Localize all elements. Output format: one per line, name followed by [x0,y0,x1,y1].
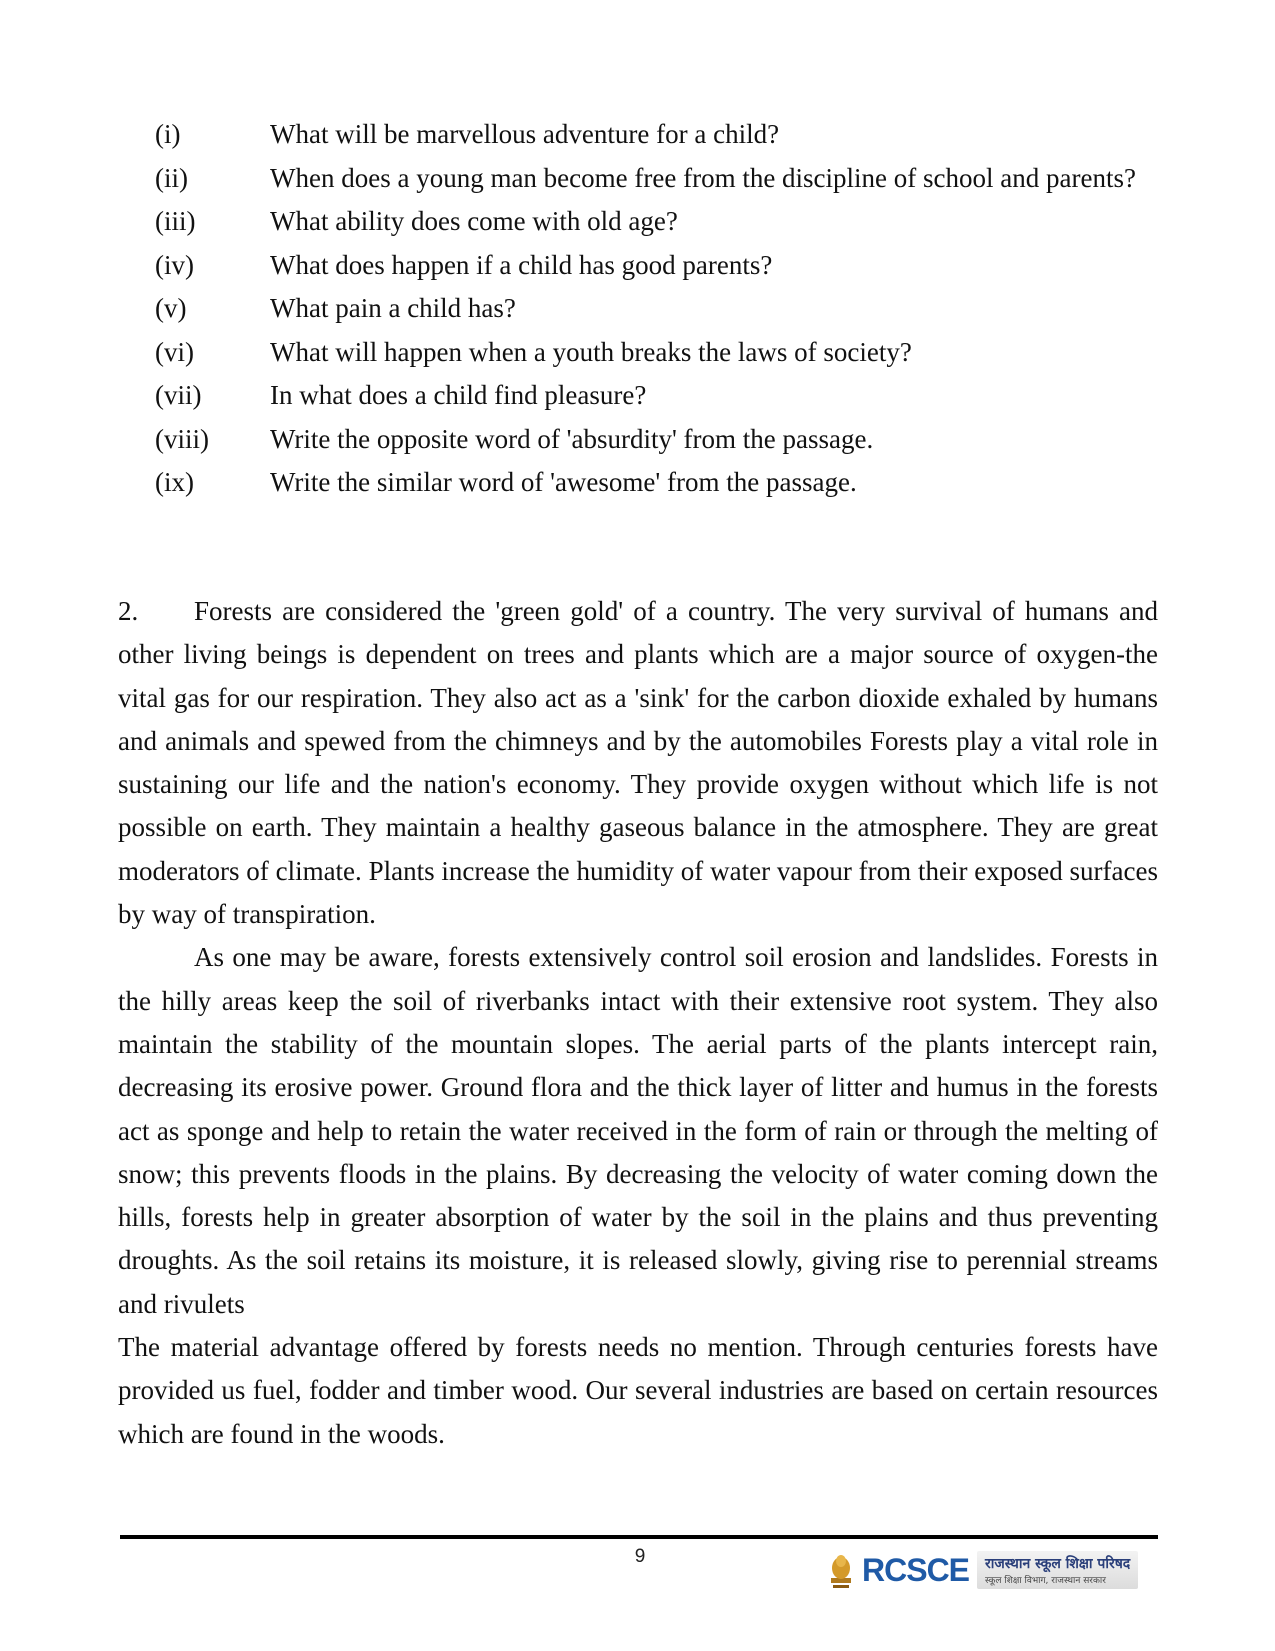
question-item [155,374,1155,418]
question-item [155,331,1155,375]
question-number: (iv) [155,249,194,280]
passage-paragraph-2: As one may be aware, forests extensively control soil erosion and landslides. Forests in the hilly areas keep the soil of riverbanks intact with their extensive root system. They also maintain the stability of the mountain slopes. The aerial parts of the plants intercept rain, decreasing its erosive power. Ground flora and the thick layer of litter and humus in the forests act as sponge and help to retain the water received in the form of rain or through the melting of snow; this prevents floods in the plains. By decreasing the velocity of water coming down the hills, forests help in greater absorption of water by the soil in the plains and thus preventing droughts. As the soil retains its moisture, it is released slowly, giving rise to perennial streams and rivulets [118,942,1158,1319]
passage-paragraph-3: The material advantage offered by forests needs no mention. Through centuries forests have provided us fuel, fodder and timber wood. Our several industries are based on certain resources which are found in the woods. [118,1332,1158,1449]
logo-wordmark: RCSCE [862,1551,970,1588]
logo-hindi-line1: राजस्थान स्कूल शिक्षा परिषद [985,1556,1131,1572]
logo-hindi-text [977,1551,1138,1589]
question-number: (ii) [155,162,188,193]
question-item [155,461,1155,505]
passage-text: Forests are considered the 'green gold' of a country. The very survival of humans and other living beings is dependent on trees and plants which are a major source of oxygen-the vital gas for our respiration. They also act as a 'sink' for the carbon dioxide exhaled by humans and animals and spewed from the chimneys and by the automobiles Forests play a vital role in sustaining our life and the nation's economy. They provide oxygen without which life is not possible on earth. They maintain a healthy gaseous balance in the atmosphere. They are great moderators of climate. Plants increase the humidity of water vapour from their exposed surfaces by way of transpiration. [118,596,1158,930]
question-item [155,113,1155,157]
question-text: When does a young man become free from the discipline of school and parents? [270,162,1136,193]
question-number: (viii) [155,423,209,454]
comprehension-passage [118,590,1158,1456]
footer-divider [120,1535,1158,1539]
question-item [155,244,1155,288]
question-item [155,200,1155,244]
question-text: What does happen if a child has good parents? [270,249,773,280]
question-number: (iii) [155,206,196,236]
question-item [155,287,1155,331]
question-text: Write the similar word of 'awesome' from the passage. [270,467,857,497]
emblem-icon [828,1548,854,1592]
passage-paragraph-1 [118,590,1158,936]
question-text: What ability does come with old age? [270,206,678,236]
question-text: What pain a child has? [270,293,516,323]
question-list [155,113,1155,505]
question-number: (i) [155,119,181,149]
passage-number: 2. [118,596,139,626]
question-number: (vi) [155,336,194,367]
question-text: Write the opposite word of 'absurdity' from the passage. [270,423,874,454]
question-number: (ix) [155,467,194,497]
logo-hindi-line2: स्कूल शिक्षा विभाग, राजस्थान सरकार [985,1576,1106,1586]
question-text: In what does a child find pleasure? [270,380,647,410]
question-number: (vii) [155,380,202,410]
page-number: 9 [634,1546,646,1567]
question-item [155,157,1155,201]
question-number: (v) [155,293,187,323]
question-text: What will happen when a youth breaks the laws of society? [270,336,912,367]
question-text: What will be marvellous adventure for a child? [270,119,780,149]
question-item [155,418,1155,462]
rcsce-logo [828,1546,1158,1594]
